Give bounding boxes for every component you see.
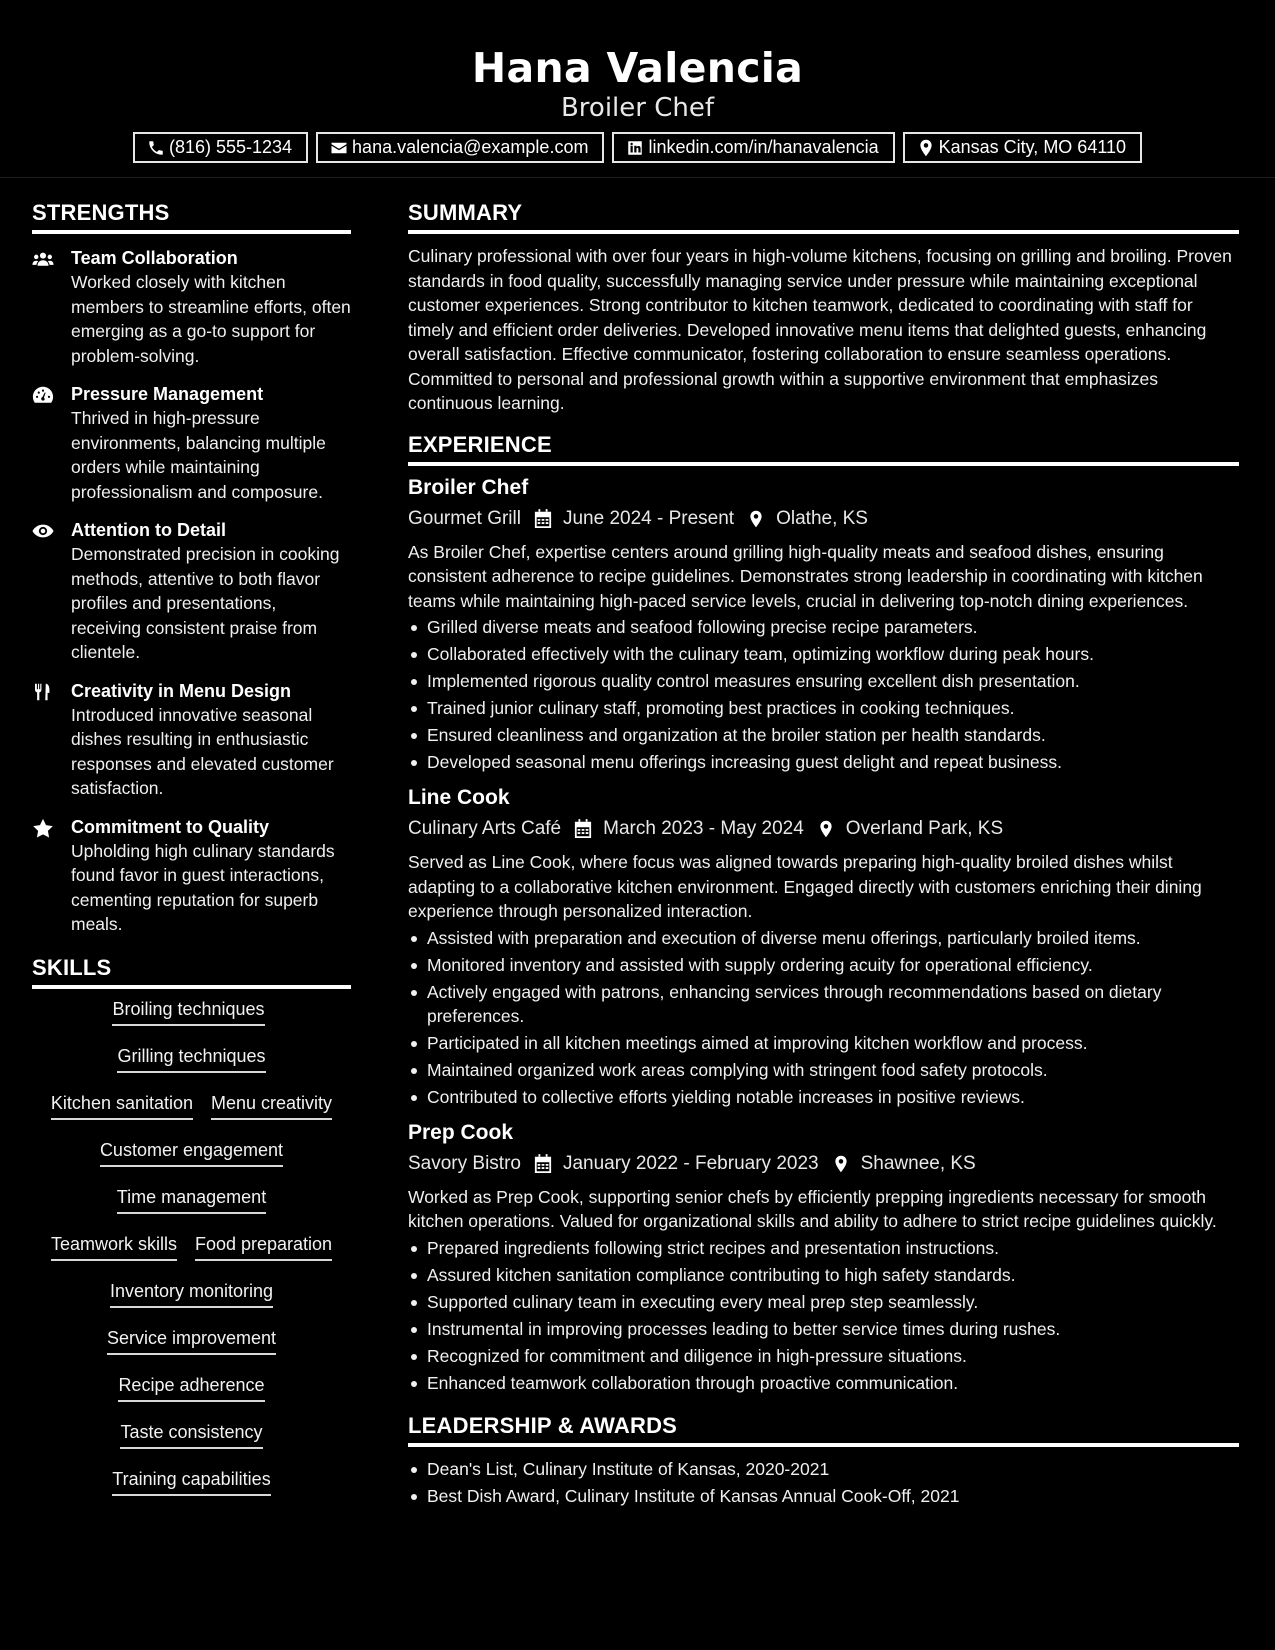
linkedin-icon: [626, 139, 644, 157]
job-bullets: [408, 615, 1239, 774]
summary-text: Culinary professional with over four years in high-volume kitchens, focusing on grilling and broiling. Proven standards in food quality, successfully managing service under pressure while maintaining exceptional customer experiences. Strong contributor to kitchen teamwork, dedicated to coordinating with staff for timely and efficient order deliveries. Developed innovative menu items that delighted guests, enhancing overall satisfaction. Effective communicator, fostering collaboration to ensure seamless operations. Committed to personal and professional growth within a supportive environment that emphasizes continuous learning.: [408, 246, 1232, 413]
skills-section: [32, 953, 351, 1514]
leadership-heading: LEADERSHIP & AWARDS: [408, 1411, 1239, 1447]
calendar-icon: [534, 1154, 552, 1174]
map-pin-icon: [917, 139, 935, 157]
utensils-icon: [32, 682, 54, 702]
calendar-icon: [574, 819, 592, 839]
experience-heading: EXPERIENCE: [408, 430, 1239, 466]
skill-tag: Time management: [117, 1185, 266, 1214]
job-dates: June 2024 - Present: [562, 507, 735, 529]
contact-phone[interactable]: [133, 132, 308, 163]
gauge-icon: [32, 385, 54, 405]
skill-tag: Kitchen sanitation: [51, 1091, 193, 1120]
eye-icon: [32, 521, 54, 541]
strengths-list: [32, 246, 351, 937]
skills-heading: SKILLS: [32, 953, 351, 989]
job-description: As Broiler Chef, expertise centers around grilling high-quality meats and seafood dishes, ensuring consistent adherence to recipe guidelines. Demonstrates strong leadership in coordinating with kitchen teams while maintaining high-paced service levels, crucial in delivering top-notch dining experiences.: [408, 541, 1203, 611]
list-item: Grilled diverse meats and seafood following precise recipe parameters.: [408, 615, 1239, 639]
skill-tag: Food preparation: [195, 1232, 332, 1261]
strength-desc: Thrived in high-pressure environments, balancing multiple orders while maintaining professionalism and composure.: [71, 408, 326, 502]
map-pin-icon: [817, 819, 835, 839]
skill-tag: Customer engagement: [100, 1138, 283, 1167]
job-description: Worked as Prep Cook, supporting senior chefs by efficiently prepping ingredients necessary for smooth kitchen operations. Valued for organizational skills and ability to adhere to strict recipe guidelines quickly.: [408, 1186, 1217, 1231]
map-pin-icon: [747, 509, 765, 529]
list-item: Best Dish Award, Culinary Institute of Kansas Annual Cook-Off, 2021: [408, 1484, 1239, 1508]
job-location: Shawnee, KS: [860, 1152, 976, 1174]
contact-linkedin[interactable]: [612, 132, 894, 163]
job-meta: [408, 814, 1239, 844]
phone-icon: [147, 139, 165, 157]
strength-item: [32, 815, 351, 937]
list-item: Actively engaged with patrons, enhancing services through recommendations based on dietary preferences.: [408, 980, 1239, 1028]
job-bullets: [408, 1236, 1239, 1395]
contact-location[interactable]: [903, 132, 1142, 163]
strength-desc: Introduced innovative seasonal dishes resulting in enthusiastic responses and elevated customer satisfaction.: [71, 704, 334, 798]
phone-text: (816) 555-1234: [168, 137, 293, 157]
list-item: Recognized for commitment and diligence in high-pressure situations.: [408, 1344, 1239, 1368]
job-dates: March 2023 - May 2024: [603, 818, 804, 839]
list-item: Enhanced teamwork collaboration through proactive communication.: [408, 1371, 1239, 1395]
skill-tag: Teamwork skills: [51, 1232, 177, 1261]
list-item: Supported culinary team in executing every meal prep step seamlessly.: [408, 1290, 1239, 1314]
location-text: Kansas City, MO 64110: [938, 137, 1127, 157]
strength-item: [32, 382, 351, 504]
strength-desc: Upholding high culinary standards found favor in guest interactions, cementing reputation for superb meals.: [71, 840, 335, 934]
job-title: Line Cook: [408, 786, 510, 809]
summary-heading: SUMMARY: [408, 198, 1239, 234]
list-item: Collaborated effectively with the culinary team, optimizing workflow during peak hours.: [408, 642, 1239, 666]
strength-item: [32, 679, 351, 801]
list-item: Assisted with preparation and execution of diverse menu offerings, particularly broiled items.: [408, 926, 1239, 950]
job-meta: [408, 1149, 1239, 1179]
job-location: Olathe, KS: [776, 507, 868, 529]
job-title: Prep Cook: [408, 1120, 514, 1144]
skill-tag: Menu creativity: [211, 1091, 332, 1120]
skills-list: [32, 997, 351, 1514]
strength-desc: Worked closely with kitchen members to streamline efforts, often emerging as a go-to support for problem-solving.: [71, 272, 351, 366]
job-meta: [408, 504, 1239, 534]
envelope-icon: [330, 139, 348, 157]
list-item: Instrumental in improving processes leading to better service times during rushes.: [408, 1317, 1239, 1341]
job-bullets: [408, 926, 1239, 1109]
job-entry: [408, 1119, 1239, 1395]
contact-email[interactable]: [316, 132, 604, 163]
candidate-name: Hana Valencia: [471, 44, 804, 92]
job-entry: [408, 784, 1239, 1109]
list-item: Trained junior culinary staff, promoting best practices in cooking techniques.: [408, 696, 1239, 720]
job-entry: [408, 474, 1239, 775]
email-text: hana.valencia@example.com: [352, 137, 589, 157]
experience-section: [408, 430, 1239, 1395]
map-pin-icon: [832, 1154, 850, 1174]
skill-tag: Service improvement: [107, 1326, 276, 1355]
list-item: Participated in all kitchen meetings aimed at improving kitchen workflow and process.: [408, 1031, 1239, 1055]
list-item: Dean's List, Culinary Institute of Kansas, 2020-2021: [408, 1457, 1239, 1481]
list-item: Ensured cleanliness and organization at the broiler station per health standards.: [408, 723, 1239, 747]
skill-tag: Taste consistency: [120, 1420, 262, 1449]
skill-tag: Broiling techniques: [112, 997, 264, 1026]
list-item: Implemented rigorous quality control measures ensuring excellent dish presentation.: [408, 669, 1239, 693]
skill-tag: Grilling techniques: [117, 1044, 265, 1073]
strength-title: Creativity in Menu Design: [71, 680, 292, 701]
strength-desc: Demonstrated precision in cooking methods, attentive to both flavor profiles and presentations, receiving consistent praise from clientele.: [71, 544, 340, 662]
leadership-section: [408, 1411, 1239, 1508]
right-column: [408, 198, 1239, 1511]
job-company: Culinary Arts Café: [408, 818, 562, 839]
strength-title: Commitment to Quality: [71, 816, 270, 837]
job-description: Served as Line Cook, where focus was aligned towards preparing high-quality broiled dishes whilst adapting to a collaborative kitchen environment. Engaged directly with customers enriching their dining experience through personalized interaction.: [408, 852, 1202, 921]
strength-item: [32, 246, 351, 368]
list-item: Monitored inventory and assisted with supply ordering acuity for operational efficiency.: [408, 953, 1239, 977]
skill-tag: Training capabilities: [112, 1467, 270, 1496]
star-icon: [32, 818, 54, 838]
list-item: Contributed to collective efforts yielding notable increases in positive reviews.: [408, 1085, 1239, 1109]
strength-item: [32, 518, 351, 665]
list-item: Assured kitchen sanitation compliance contributing to high safety standards.: [408, 1263, 1239, 1287]
list-item: Developed seasonal menu offerings increasing guest delight and repeat business.: [408, 750, 1239, 774]
leadership-list: [408, 1457, 1239, 1508]
job-dates: January 2022 - February 2023: [562, 1152, 819, 1174]
list-item: Maintained organized work areas complying with stringent food safety protocols.: [408, 1058, 1239, 1082]
linkedin-text: linkedin.com/in/hanavalencia: [648, 137, 879, 157]
users-icon: [32, 249, 54, 269]
job-title: Broiler Chef: [408, 475, 529, 499]
strength-title: Pressure Management: [71, 384, 264, 404]
skill-tag: Inventory monitoring: [110, 1279, 273, 1308]
candidate-role: Broiler Chef: [560, 93, 715, 123]
left-column: [32, 198, 351, 1514]
job-company: Gourmet Grill: [408, 507, 521, 529]
job-location: Overland Park, KS: [845, 818, 1004, 839]
calendar-icon: [534, 509, 552, 529]
contact-bar: [0, 132, 1275, 163]
strengths-heading: STRENGTHS: [32, 198, 351, 234]
resume-header: [0, 0, 1275, 178]
list-item: Prepared ingredients following strict recipes and presentation instructions.: [408, 1236, 1239, 1260]
strength-title: Attention to Detail: [71, 520, 226, 540]
job-company: Savory Bistro: [408, 1152, 521, 1174]
strength-title: Team Collaboration: [71, 248, 238, 268]
skill-tag: Recipe adherence: [118, 1373, 264, 1402]
